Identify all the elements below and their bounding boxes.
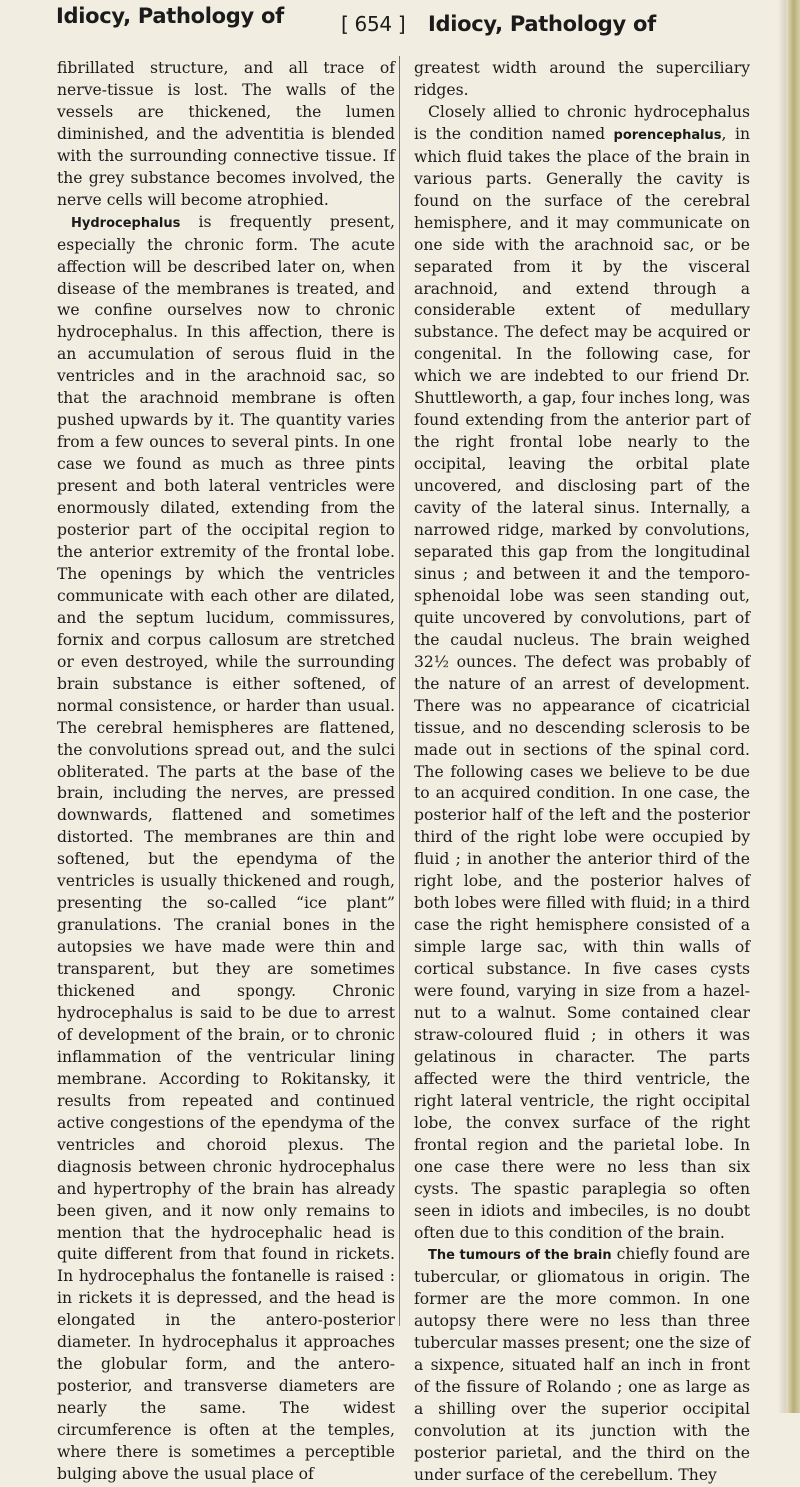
- paragraph-continuation: greatest width around the superciliary ridges.: [414, 59, 750, 99]
- paragraph-porencephalus: [414, 102, 750, 1245]
- keyword-hydrocephalus: Hydrocephalus: [71, 215, 181, 231]
- paragraph-tumours-text: chiefly found are tubercular, or gliomatous in origin. The former are the more common. In one autopsy there were no less than three tubercular masses present; one the size of a sixpence, situated half an inch in front of the fissure of Rolando ; one as large as a shilling over the superior occipital convolution at its junction with the posterior parietal, and the third on the under surface of the cerebellum. They: [414, 1245, 750, 1484]
- right-column: [414, 58, 750, 1487]
- page-edge-shadow: [778, 0, 786, 1413]
- paragraph-hydrocephalus-text: is frequently present, especially the chronic form. The acute affection will be described later on, when disease of the membranes is treated, and we confine ourselves now to chronic hydrocephalus. In this affection, there is an accumulation of serous fluid in the ventricles and in the arachnoid sac, so that the arachnoid membrane is often pushed upwards by it. The quantity varies from a few ounces to several pints. In one case we found as much as three pints present and both lateral ventricles were enormously dilated, extending from the posterior part of the occipital region to the anterior extremity of the frontal lobe. The openings by which the ventricles communicate with each other are dilated, and the septum lucidum, commissures, fornix and corpus callosum are stretched or even destroyed, while the surrounding brain substance is either softened, of normal consistence, or harder than usual. The cerebral hemispheres are flattened, the convolutions spread out, and the sulci obliterated. The parts at the base of the brain, including the nerves, are pressed downwards, flattened and sometimes distorted. The membranes are thin and softened, but the ependyma of the ventricles is usually thickened and rough, presenting the so-called “ice plant” granulations. The cranial bones in the autopsies we have made were thin and transparent, but they are sometimes thickened and spongy. Chronic hydrocephalus is said to be due to arrest of development of the brain, or to chronic inflammation of the ventricular lining membrane. According to Rokitansky, it results from repeated and continued active congestions of the ependyma of the ventricles and choroid plexus. The diagnosis between chronic hydrocephalus and hypertrophy of the brain has already been given, and it now only remains to mention that the hydrocephalic head is quite different from that found in rickets. In hydrocephalus the fontanelle is raised : in rickets it is depressed, and the head is elongated in the antero-posterior diameter. In hydrocephalus it approaches the globular form, and the antero-posterior, and transverse diameters are nearly the same. The widest circumference is often at the temples, where there is sometimes a perceptible bulging above the usual place of: [57, 212, 395, 1483]
- keyword-tumours: The tumours of the brain: [428, 1248, 612, 1264]
- book-binding-edge: [786, 0, 800, 1413]
- left-column: [57, 58, 395, 1486]
- paragraph-porencephalus-lead: Closely allied to chronic hydrocephalus is the condition named: [414, 102, 750, 143]
- paragraph-vessels: fibrillated structure, and all trace of nerve-tissue is lost. The walls of the vessels are thickened, the lumen diminished, and the adventitia is blended with the surrounding connective tissue. If the grey substance becomes involved, the nerve cells will become atrophied.: [57, 59, 395, 209]
- keyword-porencephalus: porencephalus: [613, 127, 722, 143]
- column-divider: [399, 56, 400, 1326]
- header-left-title: Idiocy, Pathology of: [56, 4, 284, 28]
- page-number: [ 654 ]: [341, 12, 406, 36]
- paragraph-porencephalus-text: , in which fluid takes the place of the brain in various parts. Generally the cavity is found on the surface of the cerebral hemisphere, and it may communicate on one side with the arachnoid sac, or be separated from it by the visceral arachnoid, and extend through a considerable extent of medullary substance. The defect may be acquired or congenital. In the following case, for which we are indebted to our friend Dr. Shuttleworth, a gap, four inches long, was found extending from the anterior part of the right frontal lobe nearly to the occipital, leaving the orbital plate uncovered, and disclosing part of the cavity of the lateral sinus. Internally, a narrowed ridge, marked by convolutions, separated this gap from the longitudinal sinus ; and between it and the temporo-sphenoidal lobe was seen standing out, quite uncovered by convolutions, part of the caudal nucleus. The brain weighed 32½ ounces. The defect was probably of the nature of an arrest of development. There was no appearance of cicatricial tissue, and no descending sclerosis to be made out in sections of the spinal cord. The following cases we believe to be due to an acquired condition. In one case, the posterior half of the left and the posterior third of the right lobe were occupied by fluid ; in another the anterior third of the right lobe, and the posterior halves of both lobes were filled with fluid; in a third case the right hemisphere consisted of a simple large sac, with thin walls of cortical substance. In five cases cysts were found, varying in size from a hazel-nut to a walnut. Some contained clear straw-coloured fluid ; in others it was gelatinous in character. The parts affected were the third ventricle, the right lateral ventricle, the right occipital lobe, the convex surface of the right frontal region and the parietal lobe. In one case there were no less than six cysts. The spastic paraplegia so often seen in idiots and imbeciles, is no doubt often due to this condition of the brain.: [414, 124, 750, 1242]
- header-right-title: Idiocy, Pathology of: [428, 12, 656, 36]
- running-header: [56, 4, 756, 44]
- paragraph-hydrocephalus: [57, 212, 395, 1486]
- paragraph-tumours: [414, 1244, 750, 1486]
